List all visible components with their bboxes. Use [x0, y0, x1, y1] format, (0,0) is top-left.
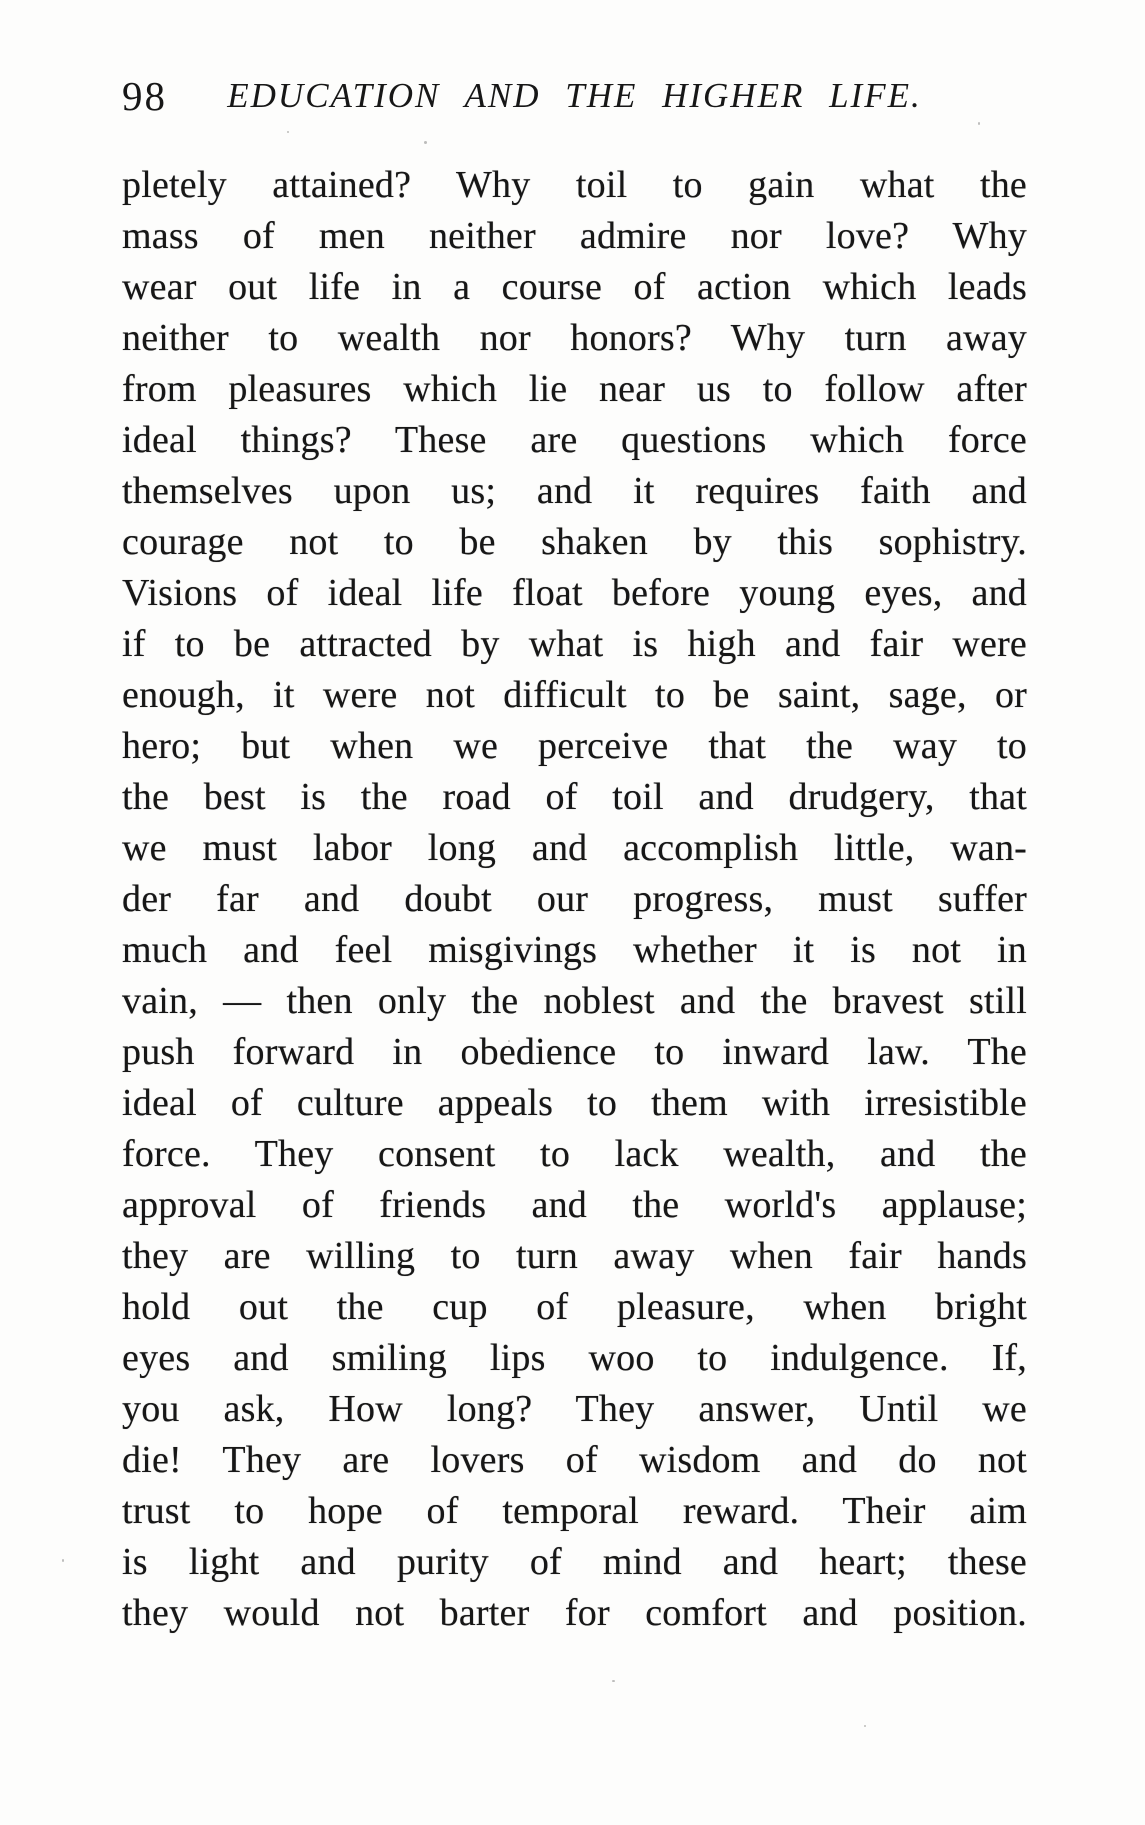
- text-line: courage not to be shaken by this sophistry.: [122, 521, 1027, 563]
- text-line: vain, — then only the noblest and the bravest still: [122, 980, 1027, 1022]
- text-line: pletely attained? Why toil to gain what the: [122, 164, 1027, 206]
- text-line: the best is the road of toil and drudgery, that: [122, 776, 1027, 818]
- running-title: EDUCATION AND THE HIGHER LIFE.: [227, 76, 922, 115]
- text-line: trust to hope of temporal reward. Their aim: [122, 1490, 1027, 1532]
- text-line: you ask, How long? They answer, Until we: [122, 1388, 1027, 1430]
- text-line: ideal things? These are questions which force: [122, 419, 1027, 461]
- scan-speckle: [62, 1559, 64, 1562]
- page-number: 98: [122, 73, 167, 119]
- text-line: is light and purity of mind and heart; these: [122, 1541, 1027, 1583]
- text-line: they are willing to turn away when fair hands: [122, 1235, 1027, 1277]
- text-line: wear out life in a course of action which leads: [122, 266, 1027, 308]
- text-line: neither to wealth nor honors? Why turn away: [122, 317, 1027, 359]
- text-line: hold out the cup of pleasure, when bright: [122, 1286, 1027, 1328]
- text-line: hero; but when we perceive that the way to: [122, 725, 1027, 767]
- text-line: approval of friends and the world's applause;: [122, 1184, 1027, 1226]
- text-column: [122, 70, 1027, 1639]
- text-line: die! They are lovers of wisdom and do not: [122, 1439, 1027, 1481]
- text-line: enough, it were not difficult to be saint, sage, or: [122, 674, 1027, 716]
- running-header: [122, 70, 1027, 122]
- text-line: we must labor long and accomplish little, wan-: [122, 827, 1027, 869]
- text-line: eyes and smiling lips woo to indulgence. If,: [122, 1337, 1027, 1379]
- text-line: ideal of culture appeals to them with irresistible: [122, 1082, 1027, 1124]
- text-line: der far and doubt our progress, must suffer: [122, 878, 1027, 920]
- text-line: Visions of ideal life float before young eyes, and: [122, 572, 1027, 614]
- scan-speckle: [612, 1680, 615, 1682]
- text-line: from pleasures which lie near us to follow after: [122, 368, 1027, 410]
- text-line: mass of men neither admire nor love? Why: [122, 215, 1027, 257]
- text-line: themselves upon us; and it requires faith and: [122, 470, 1027, 512]
- scan-speckle: [864, 1725, 866, 1727]
- text-line: push forward in obedience to inward law. The: [122, 1031, 1027, 1073]
- text-line: much and feel misgivings whether it is not in: [122, 929, 1027, 971]
- body-text: [122, 160, 1027, 1639]
- text-line: force. They consent to lack wealth, and the: [122, 1133, 1027, 1175]
- text-line: if to be attracted by what is high and fair were: [122, 623, 1027, 665]
- text-line: they would not barter for comfort and position.: [122, 1592, 1027, 1634]
